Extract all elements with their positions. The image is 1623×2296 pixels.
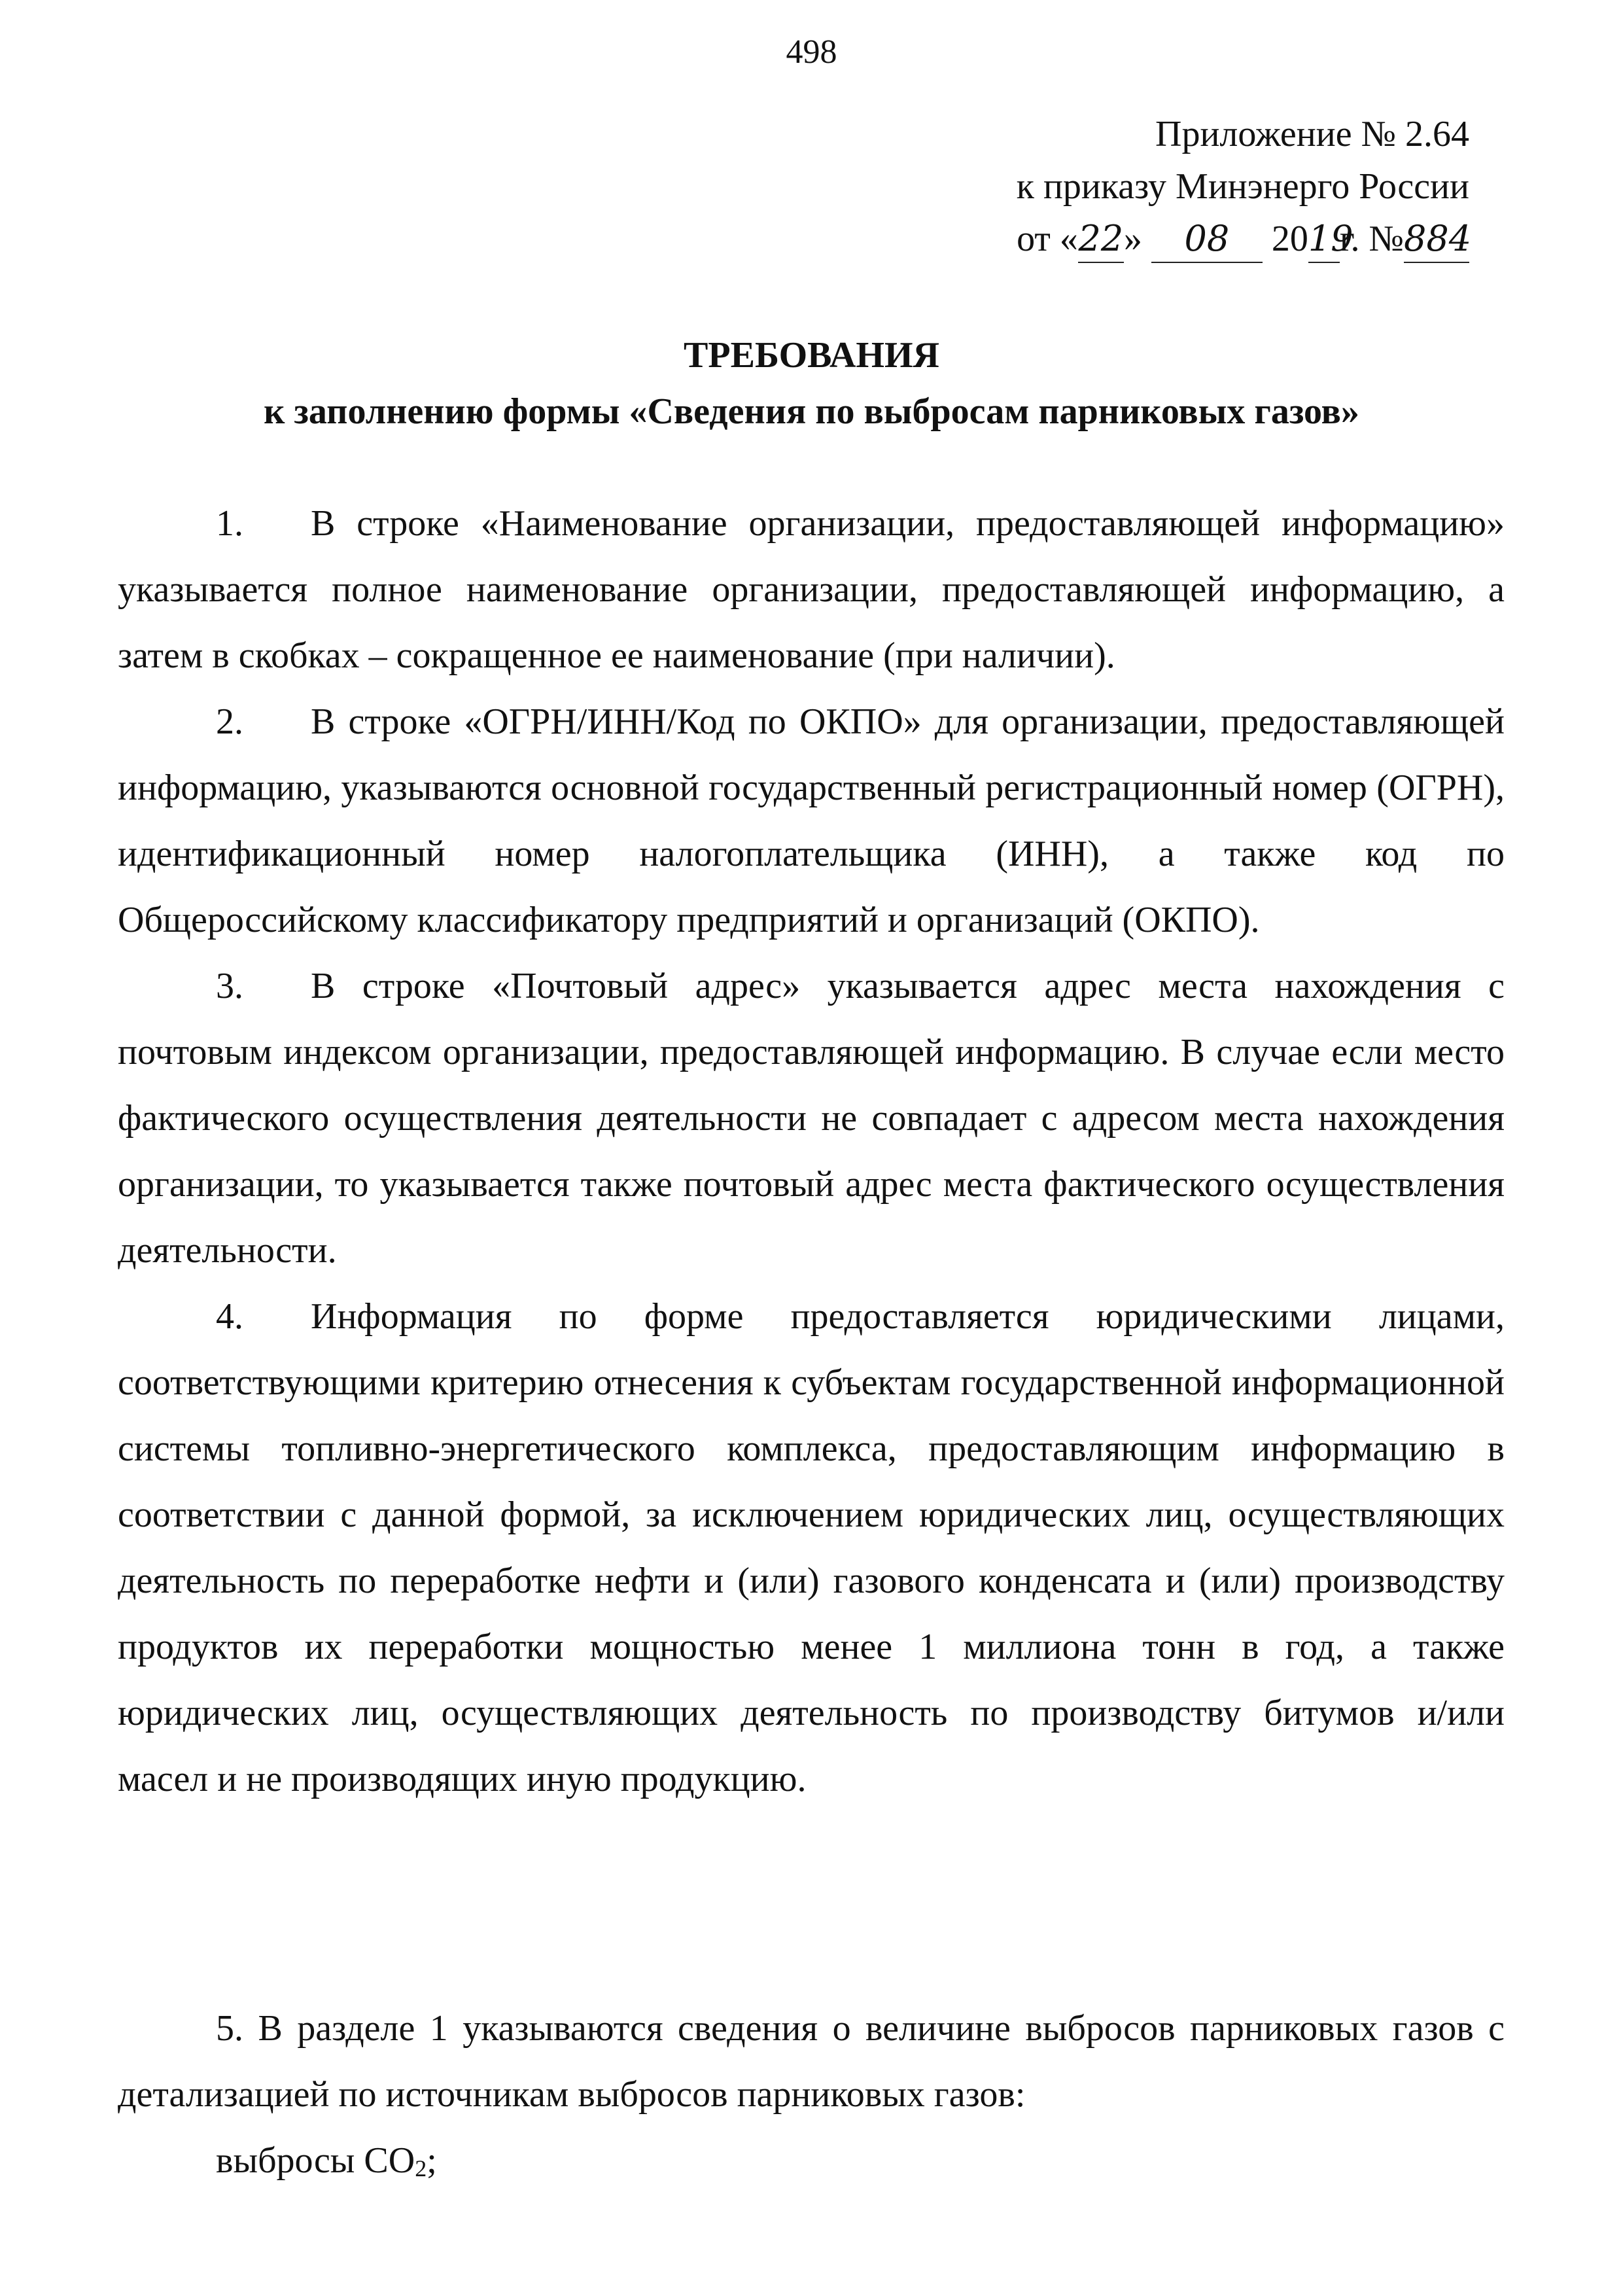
paragraph-text: В строке «ОГРН/ИНН/Код по ОКПО» для организации, предоставляющей информацию, указываются основной государственный регистрационный номер (ОГРН), идентификационный номер налогоплательщика (ИНН), а также код по Общероссийскому классификатору предприятий и организаций (ОКПО). [118,701,1505,940]
item-suffix: ; [427,2140,437,2181]
page-number: 498 [786,33,837,71]
paragraph-1 [118,491,1505,689]
date-year-prefix: 20 [1271,219,1308,259]
paragraph-4 [118,1284,1505,1812]
date-line [1017,213,1472,265]
date-year-handwritten: 19 [1308,216,1340,263]
title-main: ТРЕБОВАНИЯ [684,335,939,376]
title-subtitle: к заполнению формы «Сведения по выбросам парниковых газов» [264,391,1359,432]
date-prefix: от « [1017,219,1078,259]
paragraph-number: 3. [216,966,243,1006]
section-5 [118,1996,1505,2202]
item-prefix: выбросы CO [216,2140,415,2181]
paragraph-text: В строке «Наименование организации, предоставляющей информацию» указывается полное наименование организации, предоставляющей информацию, а затем в скобках – сокращенное ее наименование (при наличии). [118,503,1505,676]
date-mid: » [1123,219,1142,259]
paragraph-number: 1. [216,503,243,544]
paragraph-2 [118,689,1505,953]
paragraph-5: 5. В разделе 1 указываются сведения о величине выбросов парниковых газов с детализацией по источникам выбросов парниковых газов: [118,2008,1505,2115]
paragraph-text: Информация по форме предоставляется юридическими лицами, соответствующими критерию отнесения к субъектам государственной информационной системы топливно-энергетического комплекса, предоставляющим информацию в соответствии с данной формой, за исключением юридических лиц, осуществляющих деятельность по переработке нефти и (или) газового конденсата и (или) производству продуктов их переработки мощностью менее 1 миллиона тонн в год, а также юридических лиц, осуществляющих деятельность по производству битумов и/или масел и не производящих иную продукцию. [118,1296,1505,1799]
item-subscript: 2 [415,2155,427,2181]
requirements-list [118,491,1505,1812]
appendix-line: Приложение № 2.64 [1155,114,1469,154]
paragraph-number: 2. [216,701,243,742]
paragraph-text: В строке «Почтовый адрес» указывается адрес места нахождения с почтовым индексом организации, предоставляющей информацию. В случае если место фактического осуществления деятельности не совпадает с адресом места нахождения организации, то указывается также почтовый адрес места фактического осуществления деятельности. [118,966,1505,1271]
appendix-header [1016,108,1472,265]
date-month-handwritten: 08 [1151,216,1263,263]
paragraph-number: 4. [216,1296,243,1337]
order-number-handwritten: 884 [1404,216,1469,263]
paragraph-3 [118,953,1505,1284]
order-line: к приказу Минэнерго России [1016,166,1469,207]
date-day-handwritten: 22 [1078,216,1124,263]
emission-item-co2 [118,2128,1505,2202]
document-title [0,327,1623,440]
date-g: г. № [1339,219,1404,259]
